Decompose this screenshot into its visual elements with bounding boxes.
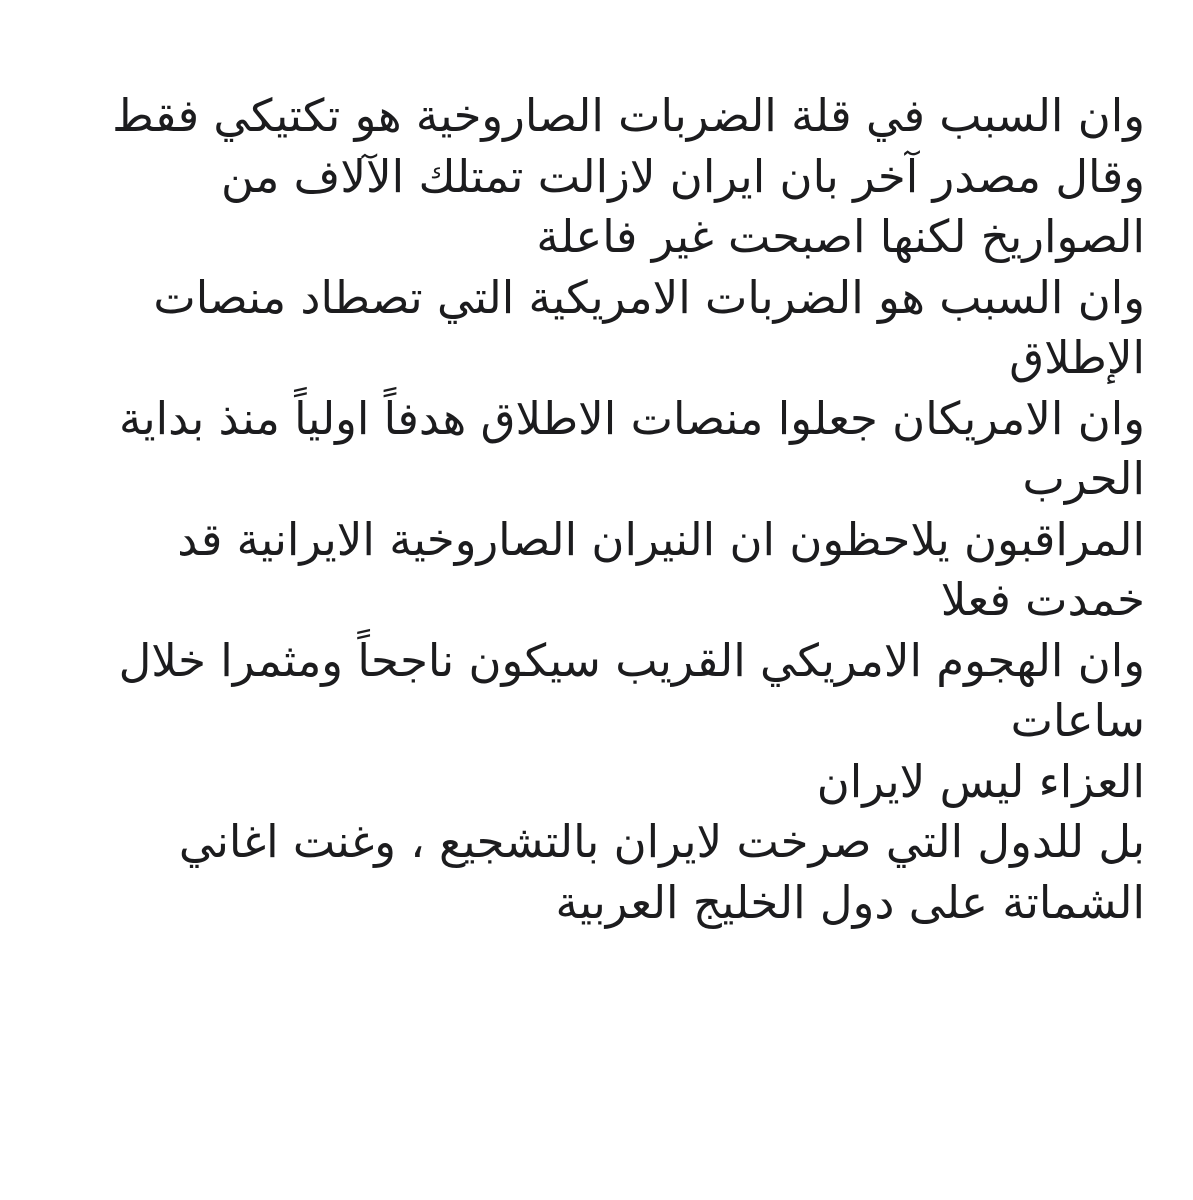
text-line: وان السبب في قلة الضربات الصاروخية هو تكتيكي فقط [112,89,1145,142]
text-line: الإطلاق [1009,331,1145,384]
text-line: المراقبون يلاحظون ان النيران الصاروخية الايرانية قد [177,512,1145,566]
text-line: وان السبب هو الضربات الامريكية التي تصطاد منصات [153,270,1145,324]
text-line: وان الهجوم الامريكي القريب سيكون ناجحاً ومثمرا خلال [118,633,1145,687]
text-line: الشماتة على دول الخليج العربية [555,875,1145,929]
text-line: وان الامريكان جعلوا منصات الاطلاق هدفاً اولياً منذ بداية [118,391,1145,445]
text-line: الحرب [1022,452,1145,505]
text-line: بل للدول التي صرخت لايران بالتشجيع ، وغنت اغاني [178,815,1145,868]
text-line: العزاء ليس لايران [816,754,1145,808]
text-line: الصواريخ لكنها اصبحت غير فاعلة [536,210,1145,263]
article-text [35,86,1145,933]
text-line: وقال مصدر آخر بان ايران لازالت تمتلك الآلاف من [221,149,1145,203]
text-line: ساعات [1010,694,1145,747]
text-line: خمدت فعلا [940,573,1145,626]
